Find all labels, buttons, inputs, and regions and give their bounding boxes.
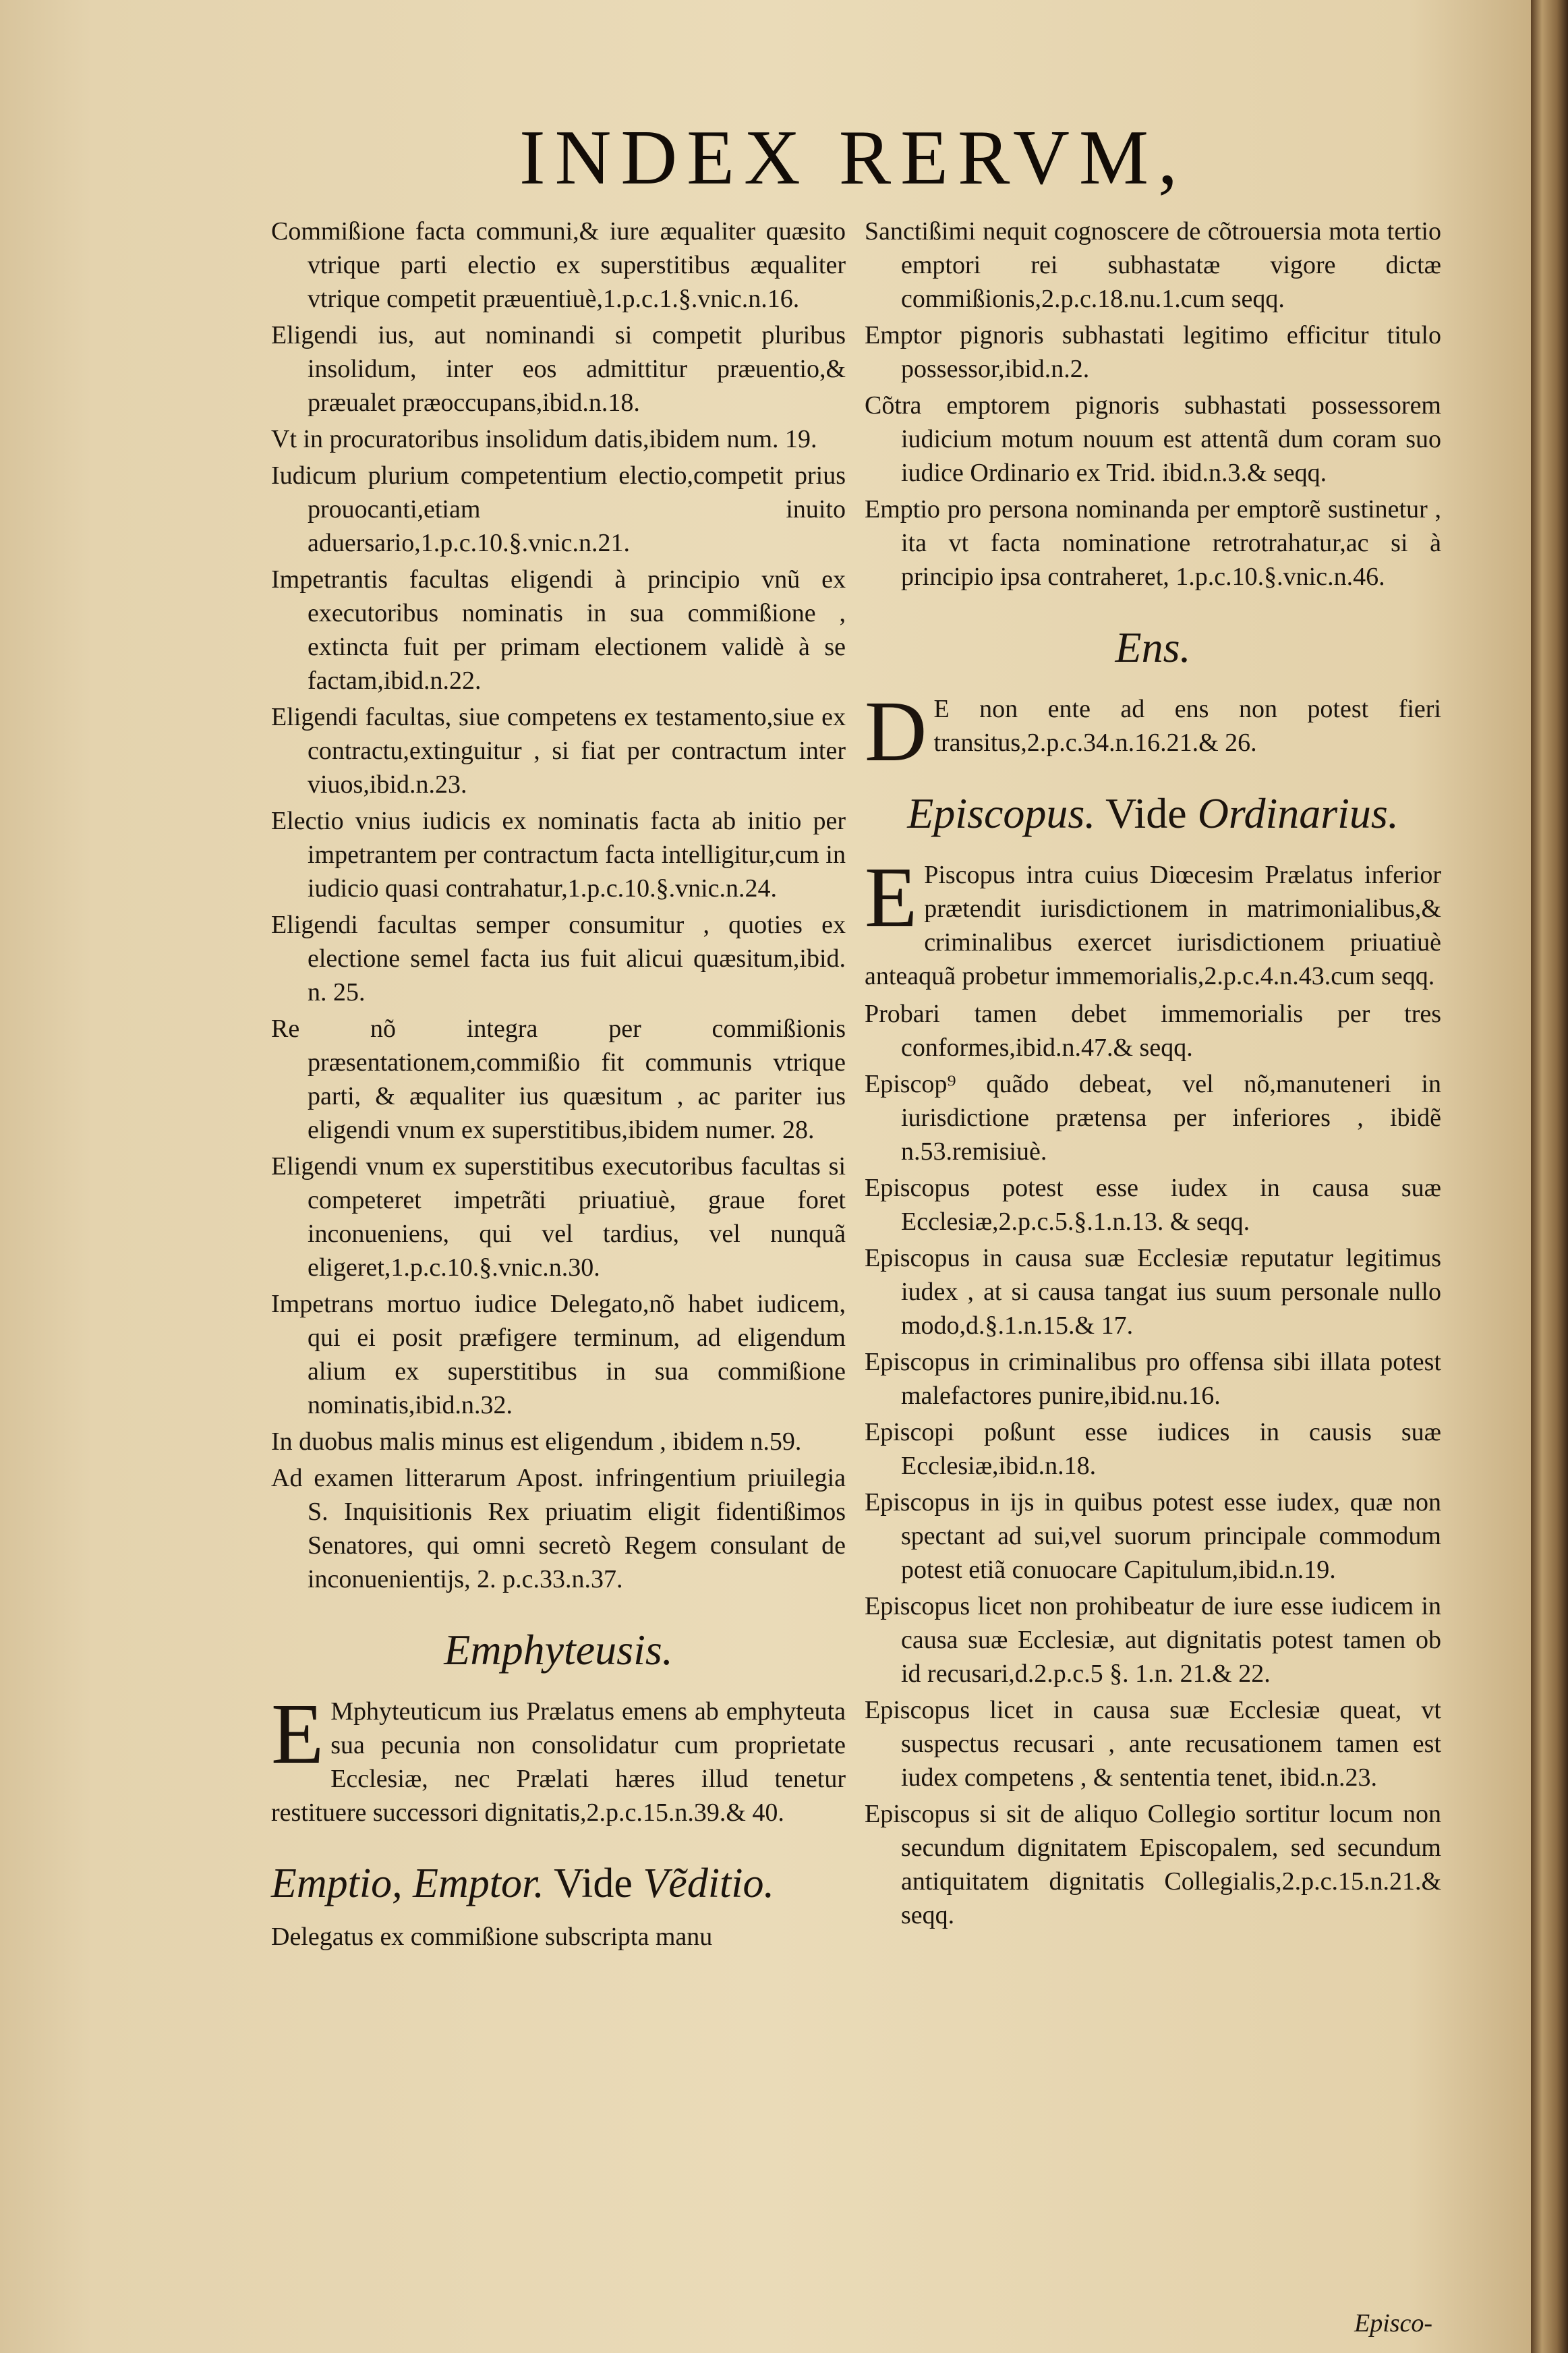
right-entries-a xyxy=(865,215,1441,594)
entry-text: E non ente ad ens non potest fieri transitus,2.p.c.34.n.16.21.& 26. xyxy=(933,695,1441,757)
index-entry: Emptor pignoris subhastati legitimo efficitur titulo possessor,ibid.n.2. xyxy=(865,321,1441,383)
index-entry: Episcopus si sit de aliquo Collegio sortitur locum non secundum dignitatem Episcopalem, sed secundum antiquitatem dignitatis Collegialis,2.p.c.15.n.21.& seqq. xyxy=(865,1800,1441,1929)
index-entry: Episcopus in ijs in quibus potest esse iudex, quæ non spectant ad sui,vel suorum principale commodum potest etiã conuocare Capitulum,ibid.n.19. xyxy=(865,1488,1441,1584)
entry-text: Piscopus intra cuius Diœcesim Prælatus inferior prætendit iurisdictionem in matrimonialibus,& criminalibus exercet iurisdictionem priuatiuè anteaquã probetur immemorialis,2.p.c.4.n.43.cum seqq. xyxy=(865,861,1441,990)
index-entry: Commißione facta communi,& iure æqualiter quæsito vtrique parti electio ex superstitibus æqualiter vtrique competit præuentiuè,1.p.c.1.§.vnic.n.16. xyxy=(271,217,846,313)
heading-cross-reference: Ordinarius. xyxy=(1197,789,1399,837)
catchword: Episco- xyxy=(1354,2309,1433,2337)
dropcap-entry-emphyteusis xyxy=(271,1686,846,1830)
index-entry: Impetrantis facultas eligendi à principio vnũ ex executoribus nominatis in sua commißione , extincta fuit per primam electionem validè à se factam,ibid.n.22. xyxy=(271,565,846,695)
left-column xyxy=(271,215,846,1956)
entry-text: Mphyteuticum ius Prælatus emens ab emphyteuta sua pecunia non consolidatur cum proprietate Ecclesiæ, nec Prælati hæres illud tenetur restituere successori dignitatis,2.p.c.15.n.39.& 40. xyxy=(271,1697,846,1827)
index-entry: Emptio pro persona nominanda per emptorẽ sustinetur , ita vt facta nominatione retrotrahatur,ac si à principio ipsa contraheret, 1.p.c.10.§.vnic.n.46. xyxy=(865,495,1441,591)
running-head: INDEX RERVM, xyxy=(519,115,1188,201)
index-entry: Eligendi vnum ex superstitibus executoribus facultas si competeret impetrãti priuatiuè, graue foret inconueniens, qui vel tardius, vel nunquã eligeret,1.p.c.10.§.vnic.n.30. xyxy=(271,1152,846,1282)
dropcap-entry-episcopus xyxy=(865,849,1441,993)
right-entries-b xyxy=(865,997,1441,1932)
index-entry: Electio vnius iudicis ex nominatis facta ab initio per impetrantem per contractum facta intelligitur,cum in iudicio quasi contrahatur,1.p.c.10.§.vnic.n.24. xyxy=(271,807,846,903)
heading-vide: Vide xyxy=(1095,789,1198,837)
right-column xyxy=(865,215,1441,1935)
index-entry: Episcopi poßunt esse iudices in causis suæ Ecclesiæ,ibid.n.18. xyxy=(865,1418,1441,1480)
index-entry: Episcopus in causa suæ Ecclesiæ reputatur legitimus iudex , at si causa tangat ius suum personale nullo modo,d.§.1.n.15.& 17. xyxy=(865,1244,1441,1340)
dropcap-entry-ens xyxy=(865,683,1441,779)
index-entry: Eligendi facultas, siue competens ex testamento,siue ex contractu,extinguitur , si fiat per contractum inter viuos,ibid.n.23. xyxy=(271,703,846,799)
drop-capital: E xyxy=(271,1686,324,1782)
heading-cross-reference: Vẽditio. xyxy=(643,1861,774,1906)
drop-capital: E xyxy=(865,849,918,945)
section-heading-episcopus xyxy=(865,787,1441,841)
index-entry: Impetrans mortuo iudice Delegato,nõ habet iudicem, qui ei posit præfigere terminum, ad eligendum alium ex superstitibus in sua commißione nominatis,ibid.n.32. xyxy=(271,1290,846,1419)
heading-term: Episcopus. xyxy=(907,789,1096,837)
index-entry: Delegatus ex commißione subscripta manu xyxy=(271,1923,713,1951)
index-entry: Eligendi ius, aut nominandi si competit pluribus insolidum, inter eos admittitur præuentio,& præualet præoccupans,ibid.n.18. xyxy=(271,321,846,417)
heading-term: Emptio, Emptor. xyxy=(271,1861,544,1906)
index-entry: Episcopus potest esse iudex in causa suæ Ecclesiæ,2.p.c.5.§.1.n.13. & seqq. xyxy=(865,1174,1441,1236)
index-entry: Iudicum plurium competentium electio,competit prius prouocanti,etiam inuito aduersario,1.p.c.10.§.vnic.n.21. xyxy=(271,461,846,557)
left-entries-a xyxy=(271,215,846,1596)
section-heading-emptio xyxy=(271,1856,846,1910)
index-entry: Episcopus in criminalibus pro offensa sibi illata potest malefactores punire,ibid.nu.16. xyxy=(865,1348,1441,1410)
index-entry: Vt in procuratoribus insolidum datis,ibidem num. 19. xyxy=(271,425,817,453)
index-entry: Probari tamen debet immemorialis per tres conformes,ibid.n.47.& seqq. xyxy=(865,1000,1441,1062)
index-entry: In duobus malis minus est eligendum , ibidem n.59. xyxy=(271,1427,802,1456)
section-heading-emphyteusis: Emphyteusis. xyxy=(444,1626,673,1674)
index-entry: Episcopus licet in causa suæ Ecclesiæ queat, vt suspectus recusari , ante recusationem tamen est iudex competens , & sententia tenet, ibid.n.23. xyxy=(865,1696,1441,1792)
index-entry: Ad examen litterarum Apost. infringentium priuilegia S. Inquisitionis Rex priuatim eligit fidentißimos Senatores, qui omni secretò Regem consulant de inconuenientijs, 2. p.c.33.n.37. xyxy=(271,1464,846,1593)
section-heading-ens: Ens. xyxy=(1115,623,1191,671)
index-entry: Cõtra emptorem pignoris subhastati possessorem iudicium motum nouum est attentã dum coram suo iudice Ordinario ex Trid. ibid.n.3.& seqq. xyxy=(865,391,1441,487)
index-entry: Episcop⁹ quãdo debeat, vel nõ,manuteneri in iurisdictione prætensa per inferiores , ibidẽ n.53.remisiuè. xyxy=(865,1070,1441,1166)
index-entry: Episcopus licet non prohibeatur de iure esse iudicem in causa suæ Ecclesiæ, aut dignitatis potest tamen ob id recusari,d.2.p.c.5 §. 1.n. 21.& 22. xyxy=(865,1592,1441,1688)
index-entry: Sanctißimi nequit cognoscere de cõtrouersia mota tertio emptori rei subhastatæ vigore dictæ commißionis,2.p.c.18.nu.1.cum seqq. xyxy=(865,217,1441,313)
index-entry: Re nõ integra per commißionis præsentationem,commißio fit communis vtrique parti, & æqualiter ius quæsitum , ac pariter ius eligendi vnum ex superstitibus,ibidem numer. 28. xyxy=(271,1015,846,1144)
page-edge xyxy=(1531,0,1568,2353)
drop-capital: D xyxy=(865,683,927,779)
index-entry: Eligendi facultas semper consumitur , quoties ex electione semel facta ius fuit alicui quæsitum,ibid. n. 25. xyxy=(271,911,846,1007)
heading-vide: Vide xyxy=(544,1861,643,1906)
